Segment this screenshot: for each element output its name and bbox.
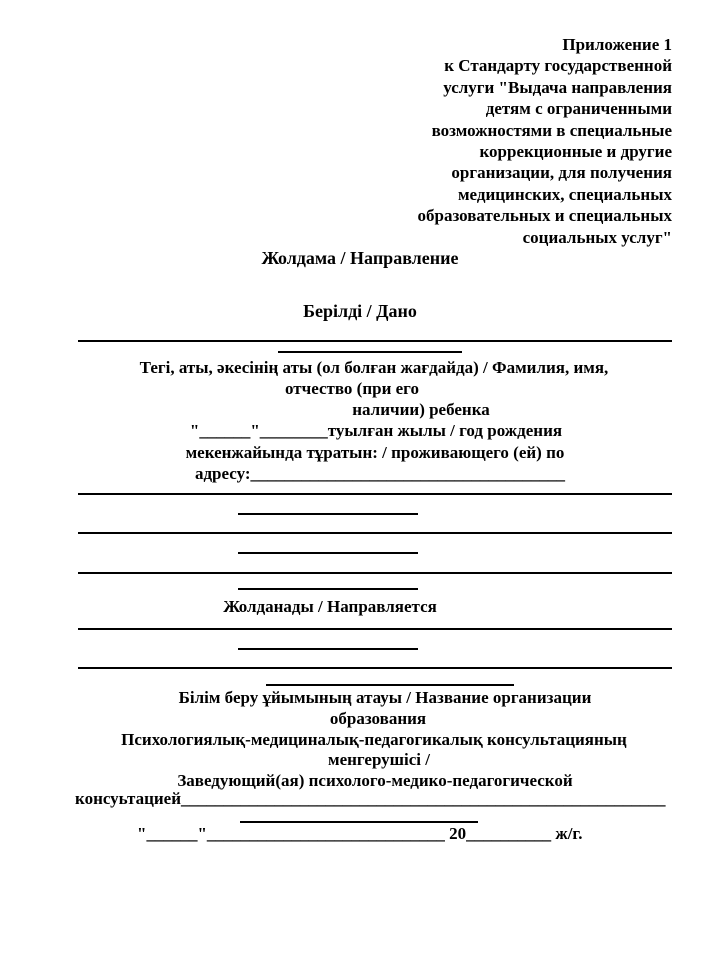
consultation-label-2: менгерушісі / [327,750,430,769]
document-title: Жолдама / Направление [261,248,459,268]
appendix-line: организации, для получения [451,163,672,183]
blank-line [266,684,514,686]
appendix-reference-block [417,34,672,248]
appendix-line: коррекционные и другие [479,142,672,162]
document-subtitle: Берілді / Дано [303,301,417,321]
blank-line [240,821,478,823]
blank-line [238,648,418,650]
blank-line [238,588,418,590]
address-label: мекенжайында тұратын: / проживающего (ей) по [185,443,565,462]
appendix-line: медицинских, специальных [457,184,672,204]
head-signature-field: консуьтацией_________________________________________________________ [75,789,666,808]
date-field: "______"____________________________ 20__________ ж/г. [137,824,583,843]
blank-line [278,351,462,353]
appendix-line: услуги "Выдача направления [443,77,672,97]
org-name-label: Білім беру ұйымының атауы / Название организации [178,688,592,707]
org-name-label-2: образования [329,709,427,728]
section-title-directed: Жолданады / Направляется [223,597,437,616]
blank-line [78,493,672,495]
address-field: адресу:_____________________________________ [194,464,566,483]
blank-line [238,513,418,515]
consultation-label: Психологиялық-медициналық-педагогикалық консультацияның [121,730,627,749]
appendix-line: детям с ограниченными [485,99,672,119]
blank-line [78,667,672,669]
appendix-line: возможностями в специальные [431,120,672,140]
appendix-line: к Стандарту государственной [444,56,672,76]
appendix-line: образовательных и специальных [417,206,672,226]
blank-line [78,340,672,342]
child-name-label-2: отчество (при его [285,379,419,398]
child-name-label-3: наличии) ребенка [352,400,490,419]
blank-line [78,532,672,534]
child-name-label: Тегі, аты, әкесінің аты (ол болған жағдайда) / Фамилия, имя, [139,358,609,377]
appendix-line: социальных услуг" [522,227,672,247]
blank-line [78,628,672,630]
blank-line [78,572,672,574]
birth-year-field: "______"________туылған жылы / год рождения [189,421,563,440]
appendix-line: Приложение 1 [562,35,672,54]
blank-line [238,552,418,554]
head-title-label: Заведующий(ая) психолого-медико-педагогической [177,771,573,790]
